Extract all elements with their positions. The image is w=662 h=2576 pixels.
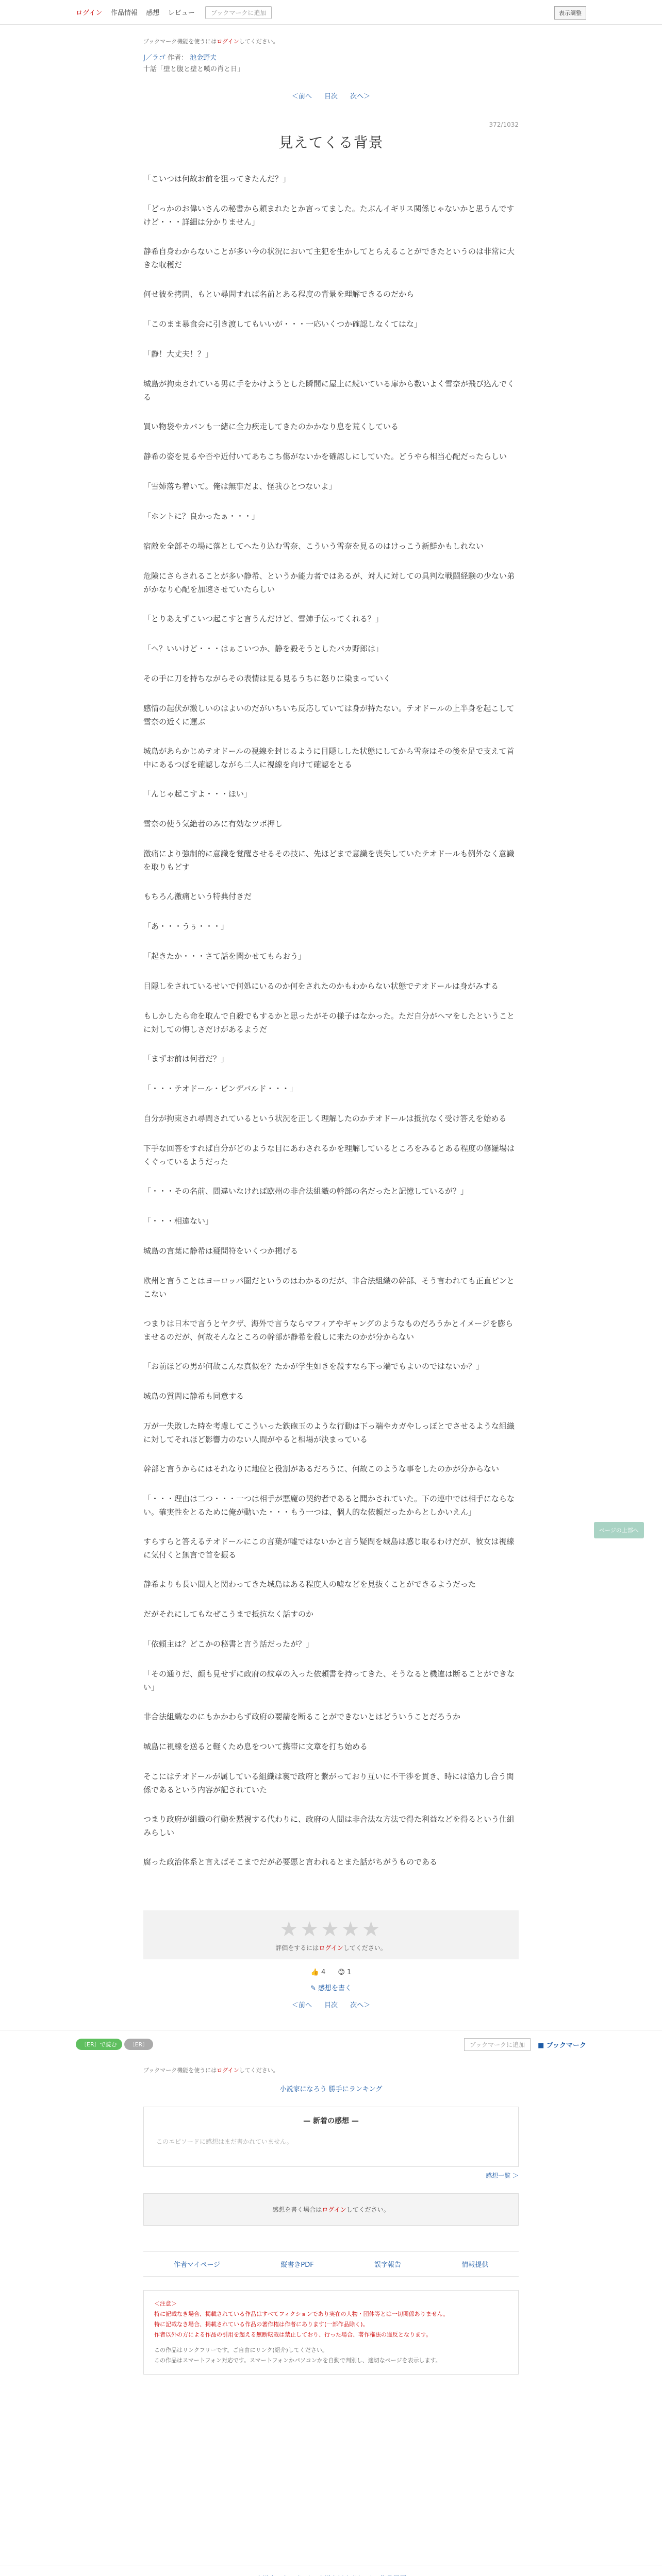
episode-pager-bottom: [143, 1999, 519, 2009]
bookmark-button-disabled: ブックマークに追加: [205, 6, 272, 19]
body-paragraph: 静希の姿を見るや否や近付いてあちこち傷がないかを確認しにしていた。どうやら相当心配だったらしい: [143, 452, 507, 462]
body-paragraph: 雪奈の使う気絶者のみに有効なツボ押し: [143, 819, 283, 829]
body-paragraph: 買い物袋やカバンも一緒に全力疾走してきたのかかなり息を荒くしている: [143, 422, 399, 432]
body-paragraph: もちろん激痛という特典付きだ: [143, 892, 252, 902]
smile-reaction[interactable]: 😊 1: [338, 1969, 352, 1977]
body-paragraph: 何せ彼を拷問、もとい尋問すれば名前とある程度の背景を理解できるのだから: [143, 290, 415, 299]
author-link[interactable]: 池金野夫: [190, 54, 217, 62]
header-nav: [76, 6, 272, 19]
body-paragraph: 非合法組織なのにもかかわらず政府の要請を断ることができないとはどういうことだろうか: [143, 1712, 461, 1722]
series-title-link[interactable]: J／ラゴ: [143, 54, 166, 62]
body-paragraph: 腐った政治体系と言えばそこまでだが必要悪と言われるとまた話がちがうものである: [143, 1857, 438, 1867]
body-paragraph: 「雪姉落ち着いて。俺は無事だよ、怪我ひとつないよ」: [143, 482, 337, 492]
typo-report-link[interactable]: 誤字報告: [374, 2261, 402, 2269]
prev-link-bottom[interactable]: ＜前へ: [291, 2002, 312, 2010]
bookmark-area: [464, 2038, 586, 2051]
chapter-title: 十話「壁と腹と壁と嘆の肖と日」: [143, 65, 244, 74]
next-link[interactable]: 次へ＞: [350, 93, 371, 101]
body-paragraph: 幹部と言うからにはそれなりに地位と役割があるだろうに、何故このような事をしたのかが分からない: [143, 1464, 500, 1474]
author-label: 作者：: [167, 54, 188, 62]
site-bottom-nav: [0, 2566, 662, 2576]
body-paragraph: つまりは日本で言うとヤクザ、海外で言うならマフィアやギャングのようなものだろうかとイメージを膨らませるのだが、何故そんなところの幹部が静希を殺しに来たのかが分からない: [143, 1319, 514, 1342]
footer-links: [143, 2251, 519, 2277]
author-mypage-link[interactable]: 作者マイページ: [173, 2261, 221, 2269]
body-paragraph: 城島の言葉に静希は疑問符をいくつか掲げる: [143, 1246, 299, 1256]
body-paragraph: もしかしたら命を取んで自殺でもするかと思ったがその様子はなかった。ただ自分がヘマをしたということに対しての悔しさだけがあるようだ: [143, 1011, 515, 1034]
body-paragraph: 危険にさらされることが多い静希、というか能力者ではあるが、対人に対しての具判な戦闘経験の少ない弟がかなり心配を加速させていたらしい: [143, 571, 515, 594]
episode-number: 372/1032: [489, 121, 519, 129]
notice-login-link[interactable]: ログイン: [217, 38, 239, 45]
body-paragraph: 万が一失敗した時を考慮してこういった鉄砲玉のような行動は下っ端やカガやしっぽとでさせるような組織に対してそれほど影響力のない人間がやると相場が決まっている: [143, 1421, 515, 1444]
caution-line: 特に記載なき場合、掲載されている作品はすべてフィクションであり実在の人物・団体等とは一切関係ありません。: [154, 2311, 449, 2318]
body-paragraph: 「・・・テオドール・ビンデバルド・・・」: [143, 1084, 297, 1094]
body-paragraph: 激痛により強制的に意識を覚醒させるその技に、先ほどまで意識を喪失していたテオドールも例外なく意識を取りもどす: [143, 849, 515, 872]
login-link[interactable]: ログイン: [76, 9, 103, 17]
body-paragraph: 「・・・理由は二つ・・・一つは相手が悪魔の契約者であると聞かされていた。下の連中では相手にならない。確実性をとるために俺が動いた・・・もう一つは、個人的な依頼だったからとしかいえん」: [143, 1494, 515, 1517]
body-paragraph: 「静！大丈夫！？」: [143, 349, 213, 359]
lower-content: [143, 2066, 519, 2375]
prev-link[interactable]: ＜前へ: [291, 93, 312, 101]
body-paragraph: 「んじゃ起こすよ・・・ほい」: [143, 789, 252, 799]
body-paragraph: 「ヘ？いいけど・・・はぁこいつか、静を殺そうとしたバカ野郎は」: [143, 644, 384, 654]
rating-hint: 評価をするにはログインしてください。: [275, 1944, 387, 1952]
ranking-link[interactable]: 小説家になろう 勝手にランキング: [279, 2086, 383, 2094]
body-paragraph: 「どっかのお偉いさんの秘書から頼まれたとか言ってました。たぶんイギリス関係じゃないかと思うんですけど・・・詳細は分かりません」: [143, 204, 515, 227]
review-link[interactable]: レビュー: [168, 9, 195, 17]
like-reaction[interactable]: 👍 4: [310, 1969, 326, 1977]
body-paragraph: 欧州と言うことはヨーロッパ圏だというのはわかるのだが、非合法組織の幹部、そう言われても正直ピンとこない: [143, 1276, 515, 1299]
main-content: [143, 37, 519, 2009]
body-paragraph: 「ホントに？良かったぁ・・・」: [143, 512, 260, 521]
site-header: [0, 0, 662, 25]
body-paragraph: すらすらと答えるテオドールにこの言葉が嘘ではないかと言う疑問を城島は感じ取るわけだが、彼女は視線に気付くと無言で首を振る: [143, 1537, 515, 1560]
body-paragraph: 「とりあえずこいつ起こすと言うんだけど、雪姉手伝ってくれる？」: [143, 614, 384, 624]
caution-line: 特に記載なき場合、掲載されている作品の著作権は作者にあります(一部作品除く)。: [154, 2321, 369, 2328]
new-reviews-heading: — 新着の感想 —: [303, 2117, 359, 2126]
toc-link[interactable]: 目次: [324, 93, 338, 101]
body-paragraph: そこにはテオドールが属している組織は裏で政府と繋がっており互いに不干渉を貫き、時には協力し合う関係であるという内容が記されていた: [143, 1772, 514, 1794]
no-reviews-text: このエピソードに感想はまだ書かれていません。: [156, 2138, 293, 2146]
write-impression-box: 感想を書く場合はログインしてください。: [143, 2193, 519, 2226]
info-provide-link[interactable]: 情報提供: [461, 2261, 489, 2269]
caution-heading: ＜注意＞: [154, 2300, 177, 2308]
body-paragraph: 下手な回答をすれば自分がどのような目にあわされるかを理解しているところをみるとある程度の修羅場はくぐっているようだった: [143, 1144, 515, 1166]
bottom-toolbar: [0, 2030, 662, 2058]
toc-link-bottom[interactable]: 目次: [324, 2002, 338, 2010]
vertical-pdf-link[interactable]: 縦書きPDF: [280, 2261, 314, 2269]
rating-login-link[interactable]: ログイン: [319, 1944, 343, 1952]
body-paragraph: 「依頼主は？どこかの秘書と言う話だったが？」: [143, 1639, 314, 1649]
episode-title: 見えてくる背景: [278, 134, 384, 151]
body-paragraph: だがそれにしてもなぜこうまで抵抗なく話すのか: [143, 1609, 314, 1619]
body-paragraph: 「このまま暴食会に引き渡してもいいが・・・一応いくつか確認しなくてはな」: [143, 319, 422, 329]
body-paragraph: 「起きたか・・・さて話を聞かせてもらおう」: [143, 952, 306, 961]
login-notice-bottom: ブックマーク機能を使うにはログインしてください。: [143, 2067, 279, 2074]
body-paragraph: 感情の起伏が激しいのはよいのだがいちいち反応していては身が持たない。テオドールの上半身を起こして雪奈の近くに運ぶ: [143, 704, 515, 726]
body-paragraph: 「・・・その名前、間違いなければ欧州の非合法組織の幹部の名だったと記憶しているが？」: [143, 1187, 469, 1196]
body-paragraph: その手に刀を持ちながらその表情は見る見るうちに怒りに染まっていく: [143, 674, 391, 684]
body-paragraph: 城島の質問に静希も同意する: [143, 1392, 244, 1401]
caution-line: 作者以外の方による作品の引用を超える無断転載は禁止しており、行った場合、著作権法の違反となります。: [154, 2331, 432, 2338]
novel-body: [143, 173, 519, 1869]
new-reviews-box: [143, 2107, 519, 2167]
reactions: [143, 1969, 519, 1976]
body-paragraph: 静希よりも長い間人と関わってきた城島はある程度人の嘘などを見抜くことができるようだった: [143, 1580, 476, 1589]
series-info: [143, 53, 519, 75]
reader-mode-pill[interactable]: 〔ER〕で読む: [76, 2039, 122, 2050]
scroll-to-top-button[interactable]: ページの上部へ: [594, 1522, 644, 1538]
body-paragraph: 「お前ほどの男が何故こんな真似を？たかが学生如きを殺すなら下っ端でもよいのではないか？」: [143, 1362, 484, 1371]
body-paragraph: 「・・・相違ない」: [143, 1216, 213, 1226]
body-paragraph: 「その通りだ、顔も見せずに政府の紋章の入った依頼書を持ってきた、そうなると機違は断ることができない」: [143, 1669, 515, 1692]
bookmark-add-disabled: ブックマークに追加: [464, 2038, 531, 2051]
caution-line: この作品はリンクフリーです。ご自由にリンク(紹介)してください。: [154, 2347, 328, 2354]
login-notice: ブックマーク機能を使うにはログインしてください。: [143, 38, 279, 45]
write-impression-link[interactable]: ✎ 感想を書く: [310, 1985, 352, 1993]
body-paragraph: つまり政府が組織の行動を黙視する代わりに、政府の人間は非合法な方法で得た利益などを得るという仕組みらしい: [143, 1815, 515, 1837]
body-paragraph: 「まずお前は何者だ？」: [143, 1054, 229, 1064]
next-link-bottom[interactable]: 次へ＞: [350, 2002, 371, 2010]
write-impression-login-link[interactable]: ログイン: [322, 2206, 346, 2214]
body-paragraph: 城島が拘束されている男に手をかけようとした瞬間に屋上に続いている扉から数いよく雪奈が飛び込んでくる: [143, 379, 515, 402]
reader-pill-gray[interactable]: 〔ER〕: [124, 2039, 154, 2050]
body-paragraph: 城島に視線を送ると軽くため息をついて携帯に文章を打ち始める: [143, 1742, 368, 1752]
body-paragraph: 目隠しをされているせいで何処にいるのか何をされたのかもわからない状態でテオドールは身がみする: [143, 981, 499, 991]
body-paragraph: 自分が拘束され尋問されているという状況を正しく理解したのかテオドールは抵抗なく受け答えを始める: [143, 1114, 507, 1124]
body-paragraph: 静希自身わからないことが多い今の状況において主犯を生かしてとらえることができたというのは非常に大きな収穫だ: [143, 247, 515, 269]
caution-box: [143, 2290, 519, 2375]
reviews-all-link[interactable]: 感想一覧 ＞: [486, 2172, 519, 2180]
bookmark-link[interactable]: ■ ブックマーク: [538, 2041, 586, 2049]
notice-login-link-bottom[interactable]: ログイン: [217, 2067, 239, 2074]
body-paragraph: 宿敵を全部その場に落としてへたり込む雪奈、こういう雪奈を見るのはけっこう新鮮かもしれない: [143, 541, 484, 551]
rating-stars[interactable]: ★★★★★: [279, 1918, 383, 1942]
work-info-link[interactable]: 作品情報: [110, 9, 138, 17]
body-paragraph: 「こいつは何故お前を狙ってきたんだ？」: [143, 174, 291, 184]
body-paragraph: 城島があらかじめテオドールの視線を封じるように目隠しした状態にしてから雪奈はその後を足で支えて首中にあるつぼを確認しながら二人に視線を向けて確認をとる: [143, 747, 515, 769]
display-settings-button[interactable]: 表示調整: [554, 6, 586, 20]
rating-box: [143, 1910, 519, 1959]
body-paragraph: 「あ・・・うぅ・・・」: [143, 922, 229, 931]
caution-line: この作品はスマートフォン対応です。スマートフォンかパソコンかを自動で判別し、適切なページを表示します。: [154, 2357, 441, 2364]
impressions-link[interactable]: 感想: [146, 9, 160, 17]
episode-pager-top: [143, 91, 519, 100]
